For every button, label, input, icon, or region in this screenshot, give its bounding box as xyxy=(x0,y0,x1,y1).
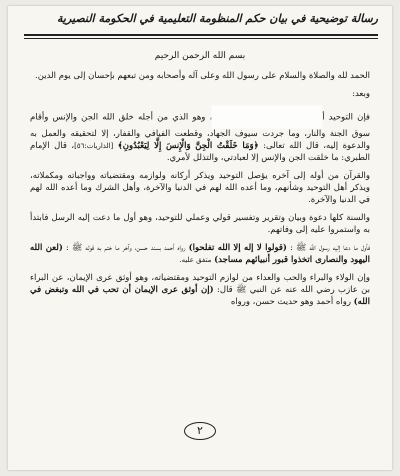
header-rule xyxy=(24,34,378,36)
hadith-quote-1: (قولوا لا إله إلا الله تفلحوا) xyxy=(188,243,287,253)
basmala: بسم الله الرحمن الرحيم xyxy=(154,51,246,61)
tawhid-text-start: فإن التوحيد أ xyxy=(322,112,370,123)
hadith-quote-2: (لعن الله اليهود والنصارى اتخذوا قبور أنبيائهم مساجد) xyxy=(30,243,370,265)
paragraph-tawhid xyxy=(30,106,370,164)
document-page xyxy=(8,6,392,470)
hadith-intro: فأول ما دعا إليه رسول الله ﷺ : xyxy=(290,243,370,253)
opening-text: وبعد: xyxy=(352,89,370,99)
header-rule-thin xyxy=(24,38,378,39)
hadith-middle: رواه أحمد بسند حسن، وآخر ما ختم به قوله ﷺ : xyxy=(66,243,186,253)
wala-text-end: رواه أحمد وهو حديث حسن، ورواه xyxy=(230,297,351,307)
running-header: رسالة توضيحية في بيان حكم المنظومة التعليمية في الحكومة النصيرية xyxy=(57,12,378,25)
redaction-block xyxy=(212,106,322,128)
page-number: ٢ xyxy=(184,422,216,440)
quran-paragraph-text: والقرآن من أوله إلى آخره يؤصل التوحيد ويذكر أركانه ولوازمه ومقتضياته وواجباته ومكملاته، ويذكر أهل التوحيد وشأنهم، وما أعده الله لهم في الدنيا والآخرة، وأهل الشرك وما أعده الله لهم في الدنيا والآخرة. xyxy=(30,171,370,205)
verse-reference: [الذاريات:٥٦] xyxy=(74,142,114,150)
hadith-source: متفق عليه. xyxy=(179,256,212,264)
praise-text: الحمد لله والصلاة والسلام على رسول الله وعلى آله وأصحابه ومن تبعهم بإحسان إلى يوم الدين. xyxy=(35,71,370,81)
sunnah-text: والسنة كلها دعوة وبيان وتقرير وتفسير قولي وعملي للتوحيد، وهو أول ما دعت إليه الرسل فابتدأ به واستمروا عليه إلى وفاتهم. xyxy=(30,213,370,235)
quran-verse: ﴿وَمَا خَلَقْتُ الْجِنَّ وَالْإِنسَ إِلَّا لِيَعْبُدُونِ﴾ xyxy=(117,141,259,151)
paragraph-quran xyxy=(30,170,370,206)
hadith-quote-3: (إن أوثق عرى الإيمان أن تحب في الله وتبغض في الله) xyxy=(30,285,370,307)
wala-text: وإن الولاء والبراء والحب والعداء من لوازم التوحيد ومقتضياته، وهو أوثق عرى الإيمان، عن البراء بن عازب رضي الله عنه عن النبي ﷺ قال: xyxy=(30,273,370,295)
document-body xyxy=(30,50,370,418)
paragraph-hadith xyxy=(30,242,370,266)
paragraph-wala xyxy=(30,272,370,308)
paragraph-sunnah xyxy=(30,212,370,236)
tawhid-text-end: ، قال الإمام الطبري: ما خلقت الجن والإنس إلا لعبادتي، والتذلل لأمري. xyxy=(30,141,370,163)
paragraph-praise xyxy=(30,70,370,82)
paragraph-opening xyxy=(30,88,370,100)
tawhid-text-middle: ، وهو الذي من أجله خلق الله الجن والإنس وأقام سوق الجنة والنار، وما جردت سيوف الجهاد، وقطعت الفيافي والقفار، إلا لتحقيقه والعمل به والدعوة إليه، قال الله تعالى: xyxy=(30,112,370,151)
